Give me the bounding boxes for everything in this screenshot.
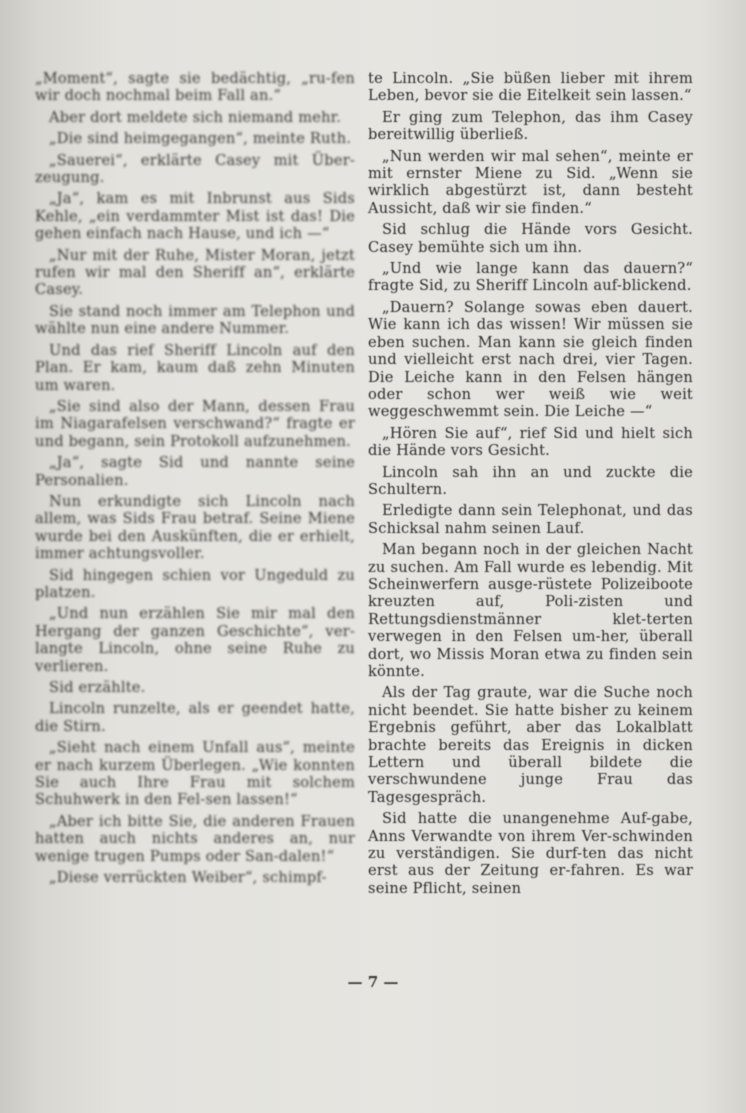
right-text-column [368, 70, 693, 901]
paragraph: Erledigte dann sein Telephonat, und das Schicksal nahm seinen Lauf. [368, 502, 693, 537]
paragraph: Und das rief Sheriff Lincoln auf den Plan. Er kam, kaum daß zehn Minuten um waren. [35, 341, 355, 394]
paragraph: „Sauerei“, erklärte Casey mit Über-zeugung. [35, 151, 355, 187]
paragraph: „Ja“, sagte Sid und nannte seine Personalien. [35, 454, 355, 489]
paragraph: Als der Tag graute, war die Suche noch nicht beendet. Sie hatte bisher zu keinem Ergebnis geführt, aber das Lokalblatt brachte bereits das Ereignis in dicken Lettern und überall bildete die verschwundene junge Frau das Tagesgespräch. [368, 684, 693, 806]
paragraph: „Sieht nach einem Unfall aus“, meinte er nach kurzem Überlegen. „Wie konnten Sie auch Ihre Frau mit solchem Schuhwerk in den Fel-sen lassen!“ [35, 739, 355, 809]
paragraph: „Hören Sie auf“, rief Sid und hielt sich die Hände vors Gesicht. [368, 424, 693, 460]
paragraph: „Ja“, kam es mit Inbrunst aus Sids Kehle, „ein verdammter Mist ist das! Die gehen einfach nach Hause, und ich —“ [35, 190, 355, 243]
paragraph: Sie stand noch immer am Telephon und wählte nun eine andere Nummer. [35, 302, 355, 338]
paragraph: Lincoln runzelte, als er geendet hatte, die Stirn. [35, 700, 355, 735]
paragraph: „Moment“, sagte sie bedächtig, „ru-fen wir doch nochmal beim Fall an.“ [35, 70, 355, 105]
paragraph: Sid hatte die unangenehme Auf-gabe, Anns Verwandte von ihrem Ver-schwinden zu verständigen. Sie durf-ten das nicht erst aus der Zeitung er-fahren. Es war seine Pflicht, seinen [368, 810, 693, 897]
paragraph: Sid schlug die Hände vors Gesicht. Casey bemühte sich um ihn. [368, 221, 693, 256]
paragraph: Lincoln sah ihn an und zuckte die Schultern. [368, 463, 693, 498]
paragraph: „Dauern? Solange sowas eben dauert. Wie kann ich das wissen! Wir müssen sie eben suchen. Man kann sie gleich finden und vielleicht erst nach drei, vier Tagen. Die Leiche kann in den Felsen hängen oder schon wer weiß wie weit weggeschwemmt sein. Die Leiche —“ [368, 298, 693, 421]
paragraph: „Diese verrückten Weiber“, schimpf- [49, 869, 327, 887]
paragraph: Er ging zum Telephon, das ihm Casey bereitwillig überließ. [368, 108, 693, 144]
paragraph: Sid erzählte. [49, 679, 146, 696]
paragraph: te Lincoln. „Sie büßen lieber mit ihrem Leben, bevor sie die Eitelkeit sein lassen.“ [368, 70, 693, 105]
page-number: — 7 — [347, 973, 399, 991]
paragraph: „Nur mit der Ruhe, Mister Moran, jetzt rufen wir mal den Sheriff an“, erklärte Casey. [35, 246, 355, 299]
paragraph: Aber dort meldete sich niemand mehr. [49, 108, 342, 126]
paragraph: „Und wie lange kann das dauern?“ fragte Sid, zu Sheriff Lincoln auf-blickend. [368, 260, 693, 295]
paragraph: Man begann noch in der gleichen Nacht zu suchen. Am Fall wurde es lebendig. Mit Scheinwerfern ausge-rüstete Polizeiboote kreuzten auf, Poli-zisten und Rettungsdienstmänner klet-terten verwegen in den Felsen um-her, überall dort, wo Missis Moran etwa zu finden sein könnte. [368, 541, 693, 680]
paragraph: „Und nun erzählen Sie mir mal den Hergang der ganzen Geschichte“, ver-langte Lincoln, ohne seine Ruhe zu verlieren. [35, 605, 355, 675]
paragraph: „Die sind heimgegangen“, meinte Ruth. [49, 130, 352, 148]
left-text-column [35, 70, 355, 890]
paragraph: Sid hingegen schien vor Ungeduld zu platzen. [35, 566, 355, 601]
paragraph: Nun erkundigte sich Lincoln nach allem, was Sids Frau betraf. Seine Miene wurde bei den Auskünften, die er erhielt, immer achtungsvoller. [35, 492, 355, 563]
paragraph: „Nun werden wir mal sehen“, meinte er mit ernster Miene zu Sid. „Wenn sie wirklich abgestürzt ist, dann besteht Aussicht, daß wir sie finden.“ [368, 147, 693, 217]
paragraph: „Sie sind also der Mann, dessen Frau im Niagarafelsen verschwand?“ fragte er und begann, sein Protokoll aufzunehmen. [35, 397, 355, 450]
paragraph: „Aber ich bitte Sie, die anderen Frauen hatten auch nichts anderes an, nur wenige trugen Pumps oder San-dalen!“ [35, 812, 355, 865]
